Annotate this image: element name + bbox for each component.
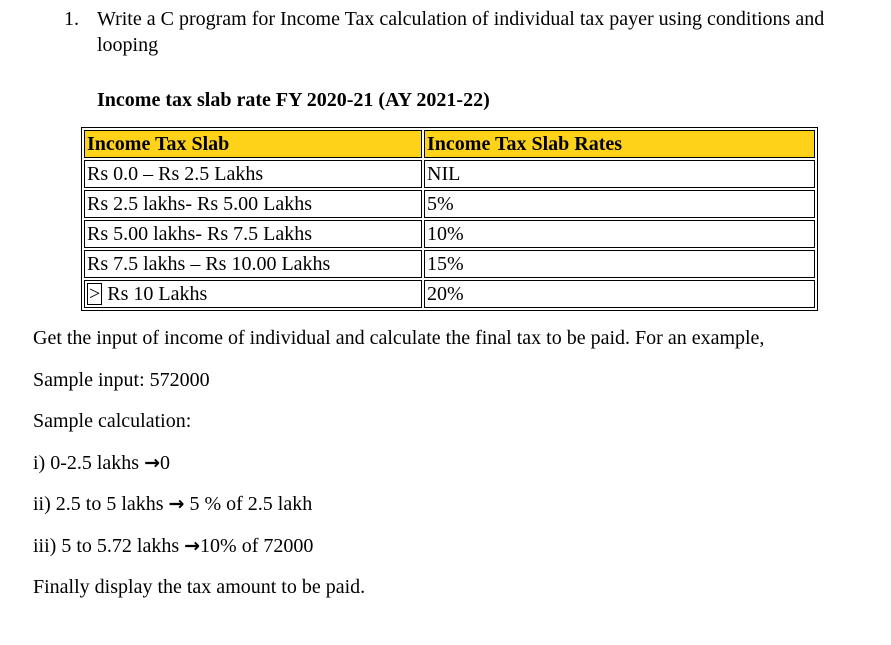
calc-step-3 bbox=[33, 533, 313, 559]
step-1-result: 0 bbox=[160, 452, 171, 474]
rate-cell: 5% bbox=[424, 190, 815, 218]
slab-cell: Rs 7.5 lakhs – Rs 10.00 Lakhs bbox=[84, 250, 422, 278]
sample-input: Sample input: 572000 bbox=[33, 369, 210, 391]
slab-cell bbox=[84, 280, 422, 308]
step-2-result: 5 % of 2.5 lakh bbox=[184, 493, 313, 515]
table-row bbox=[84, 280, 815, 308]
right-arrow-icon: → bbox=[168, 493, 185, 515]
step-1-label: i) 0-2.5 lakhs bbox=[33, 452, 145, 474]
table-heading: Income tax slab rate FY 2020-21 (AY 2021-22) bbox=[97, 89, 490, 111]
question-number: 1. bbox=[64, 8, 79, 30]
right-arrow-icon: → bbox=[184, 535, 201, 557]
slab-cell: Rs 2.5 lakhs- Rs 5.00 Lakhs bbox=[84, 190, 422, 218]
slab-text: Rs 10 Lakhs bbox=[102, 283, 208, 305]
step-2-label: ii) 2.5 to 5 lakhs bbox=[33, 493, 169, 515]
step-3-result: 10% of 72000 bbox=[200, 535, 314, 557]
tax-slab-table bbox=[81, 127, 818, 311]
header-income-tax-slab-rates: Income Tax Slab Rates bbox=[424, 130, 815, 158]
slab-cell: Rs 0.0 – Rs 2.5 Lakhs bbox=[84, 160, 422, 188]
table-row bbox=[84, 250, 815, 278]
slab-cell: Rs 5.00 lakhs- Rs 7.5 Lakhs bbox=[84, 220, 422, 248]
table-row bbox=[84, 190, 815, 218]
header-income-tax-slab: Income Tax Slab bbox=[84, 130, 422, 158]
table-row bbox=[84, 160, 815, 188]
question-text: Write a C program for Income Tax calculation of individual tax payer using conditions and looping bbox=[97, 8, 825, 56]
rate-cell: 20% bbox=[424, 280, 815, 308]
rate-cell: 15% bbox=[424, 250, 815, 278]
intro-paragraph: Get the input of income of individual and calculate the final tax to be paid. For an example, bbox=[33, 327, 765, 349]
greater-than-symbol: > bbox=[89, 283, 101, 305]
rate-cell: 10% bbox=[424, 220, 815, 248]
step-3-label: iii) 5 to 5.72 lakhs bbox=[33, 535, 185, 557]
sample-calculation-label: Sample calculation: bbox=[33, 410, 192, 432]
right-arrow-icon: → bbox=[144, 452, 161, 474]
table-header-row bbox=[84, 130, 815, 158]
table-row bbox=[84, 220, 815, 248]
rate-cell: NIL bbox=[424, 160, 815, 188]
calc-step-1 bbox=[33, 450, 170, 476]
calc-step-2 bbox=[33, 491, 312, 517]
final-instruction: Finally display the tax amount to be paid. bbox=[33, 576, 366, 598]
